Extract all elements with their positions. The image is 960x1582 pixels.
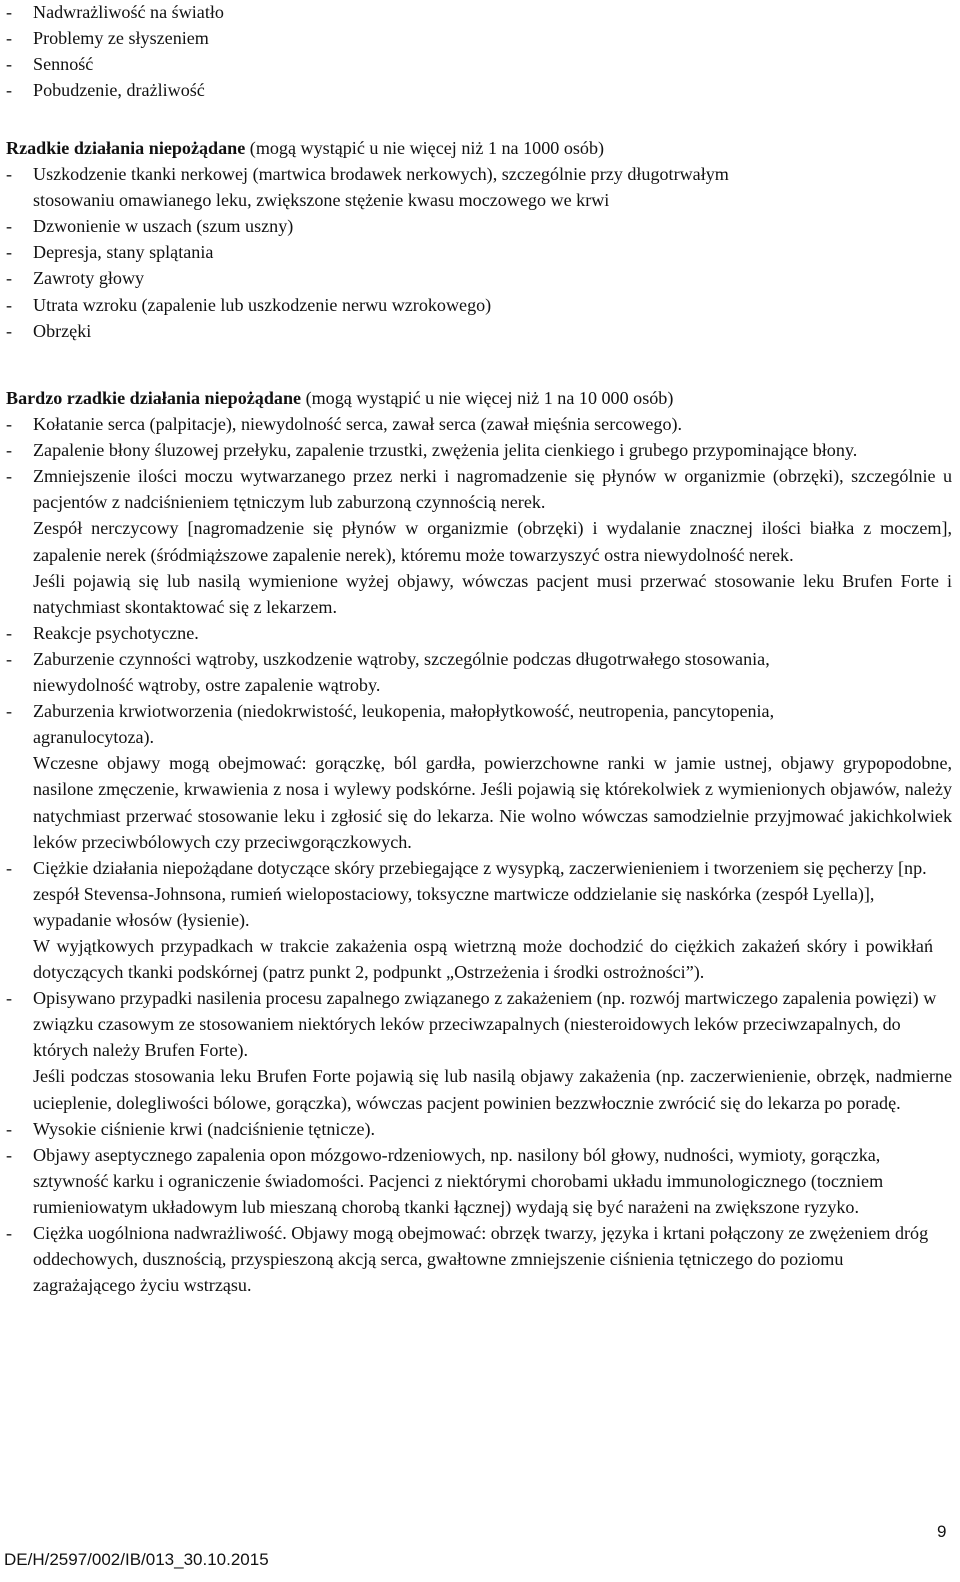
list-item: - Kołatanie serca (palpitacje), niewydolność serca, zawał serca (zawał mięśnia sercowego).	[6, 411, 952, 437]
list-item: - Problemy ze słyszeniem	[6, 25, 224, 51]
list-item: - Obrzęki	[6, 318, 806, 344]
list-item: - Zawroty głowy	[6, 265, 806, 291]
list-item: - Ciężka uogólniona nadwrażliwość. Objawy mogą obejmować: obrzęk twarzy, języka i krtani połączony ze zwężeniem dróg oddechowych, dusznością, przyspieszoną akcją serca, gwałtowne zmniejszenie ciśnienia tętniczego do poziomu zagrażającego życiu wstrząsu.	[6, 1220, 948, 1298]
very-rare-heading-rest: (mogą wystąpić u nie więcej niż 1 na 10 000 osób)	[301, 388, 674, 408]
rare-section	[6, 135, 806, 344]
document-id-footer: DE/H/2597/002/IB/013_30.10.2015	[4, 1550, 269, 1569]
list-item-continuation: Jeśli pojawią się lub nasilą wymienione wyżej objawy, wówczas pacjent musi przerwać stosowanie leku Brufen Forte i natychmiast skontaktować się z lekarzem.	[33, 570, 952, 617]
list-item: - Opisywano przypadki nasilenia procesu zapalnego związanego z zakażeniem (np. rozwój martwiczego zapalenia powięzi) w związku czasowym ze stosowaniem niektórych leków przeciwzapalnych (niesteroidowych leków przeciwzapalnych, do których należy Brufen Forte).	[6, 985, 948, 1063]
list-item: - Pobudzenie, drażliwość	[6, 77, 224, 103]
list-item-continuation: Zespół nerczycowy [nagromadzenie się płynów w organizmie (obrzęki) i wydalanie znacznej ilości białka z moczem], zapalenie nerek (śródmiąższowe zapalenie nerek), któremu może towarzyszyć ostra niewydolność nerek.	[33, 518, 952, 565]
rare-heading	[6, 135, 806, 161]
very-rare-heading-bold: Bardzo rzadkie działania niepożądane	[6, 388, 302, 408]
list-item: - Nadwrażliwość na światło	[6, 0, 224, 25]
list-item: - Senność	[6, 51, 224, 77]
list-item: - Zmniejszenie ilości moczu wytwarzanego przez nerki i nagromadzenie się płynów w organizmie (obrzęki), szczególnie u pacjentów z nadciśnieniem tętniczym lub zaburzoną czynnością nerek.	[6, 463, 952, 515]
list-item-continuation: W wyjątkowych przypadkach w trakcie zakażenia ospą wietrzną może dochodzić do ciężkich zakażeń skóry i powikłań dotyczących tkanki podskórnej (patrz punkt 2, podpunkt „Ostrzeżenia i środki ostrożności”).	[33, 935, 933, 983]
page-number: 9	[937, 1522, 947, 1541]
list-item: - Zaburzenia krwiotworzenia (niedokrwistość, leukopenia, małopłytkowość, neutropenia, pancytopenia, agranulocytoza).	[6, 698, 893, 750]
very-rare-heading	[6, 385, 952, 411]
list-item: - Zapalenie błony śluzowej przełyku, zapalenie trzustki, zwężenia jelita cienkiego i grubego przypominające błony.	[6, 437, 883, 463]
list-item: - Ciężkie działania niepożądane dotyczące skóry przebiegające z wysypką, zaczerwienieniem i tworzeniem się pęcherzy [np. zespół Stevensa-Johnsona, rumień wielopostaciowy, toksyczne martwicze oddzielanie się naskórka (zespół Lyella)], wypadanie włosów (łysienie).	[6, 855, 948, 933]
top-list	[6, 0, 224, 103]
list-item: - Objawy aseptycznego zapalenia opon mózgowo-rdzeniowych, np. nasilony ból głowy, nudności, wymioty, gorączka, sztywność karku i ograniczenie świadomości. Pacjenci z niektórymi chorobami układu immunologicznego (toczniem rumieniowatym układowym lub mieszaną chorobą tkanki łącznej) wydają się być narażeni na zwiększone ryzyko.	[6, 1142, 948, 1220]
list-item-continuation: Jeśli podczas stosowania leku Brufen Forte pojawią się lub nasilą objawy zakażenia (np. zaczerwienienie, obrzęk, nadmierne ucieplenie, dolegliwości bólowe, gorączka), wówczas pacjent powinien bezzwłocznie zwrócić się do lekarza po poradę.	[33, 1066, 952, 1113]
list-item: - Reakcje psychotyczne.	[6, 620, 952, 646]
list-item: - Utrata wzroku (zapalenie lub uszkodzenie nerwu wzrokowego)	[6, 292, 806, 318]
list-item: - Dzwonienie w uszach (szum uszny)	[6, 213, 806, 239]
rare-heading-rest: (mogą wystąpić u nie więcej niż 1 na 1000 osób)	[245, 138, 605, 158]
very-rare-section	[6, 385, 952, 1298]
list-item: - Depresja, stany splątania	[6, 239, 806, 265]
list-item: - Zaburzenie czynności wątroby, uszkodzenie wątroby, szczególnie podczas długotrwałego stosowania, niewydolność wątroby, ostre zapalenie wątroby.	[6, 646, 863, 698]
rare-heading-bold: Rzadkie działania niepożądane	[6, 138, 246, 158]
list-item-continuation: Wczesne objawy mogą obejmować: gorączkę, ból gardła, powierzchowne ranki w jamie ustnej, objawy grypopodobne, nasilone zmęczenie, krwawienia z nosa i wylewy podskórne. Jeśli pojawią się którekolwiek z wymienionych objawów, należy natychmiast przerwać stosowanie leku i zgłosić się do lekarza. Nie wolno wówczas samodzielnie przyjmować jakichkolwiek leków przeciwbólowych czy przeciwgorączkowych.	[33, 753, 952, 852]
list-item: - Uszkodzenie tkanki nerkowej (martwica brodawek nerkowych), szczególnie przy długotrwałym stosowaniu omawianego leku, zwiększone stężenie kwasu moczowego we krwi	[6, 161, 813, 213]
list-item: - Wysokie ciśnienie krwi (nadciśnienie tętnicze).	[6, 1116, 952, 1142]
